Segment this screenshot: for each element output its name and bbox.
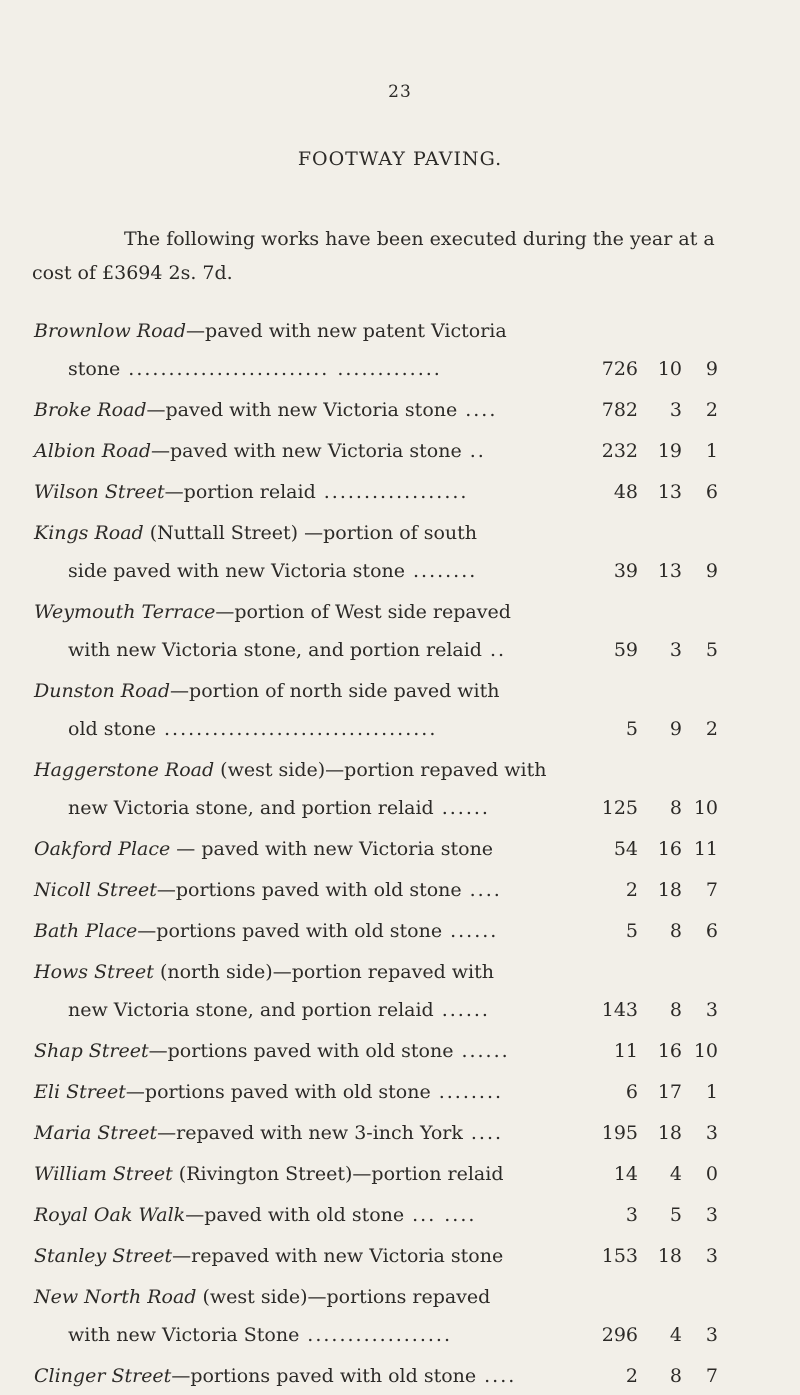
leader-dots: .. <box>489 639 507 661</box>
entry-line <box>0 710 800 748</box>
amount-pounds: 143 <box>601 999 638 1021</box>
amount-shillings: 3 <box>669 639 682 661</box>
amount-pence: 2 <box>705 399 718 421</box>
works-entry <box>0 312 800 388</box>
leader-dots: ... .... <box>412 1204 477 1226</box>
amount-pence: 6 <box>705 481 718 503</box>
amount-shillings: 16 <box>657 838 682 860</box>
intro-paragraph: The following works have been executed during the year at a cost of £3694 2s. 7d. <box>32 228 715 284</box>
amount-shillings: 8 <box>669 1365 682 1387</box>
entry-text <box>34 830 493 868</box>
entry-line <box>0 350 800 388</box>
work-description: —paved with new Victoria stone <box>146 399 458 421</box>
work-description: —portion of West side repaved <box>215 601 511 623</box>
entry-line <box>0 1155 800 1193</box>
works-entry <box>0 514 800 590</box>
entry-line <box>0 312 800 350</box>
amount-shillings: 8 <box>669 999 682 1021</box>
entry-line <box>0 514 800 552</box>
work-description: (west side)—portions repaved <box>196 1286 491 1308</box>
entry-text <box>34 514 477 552</box>
entry-line <box>0 991 800 1029</box>
work-description: —portions paved with old stone <box>137 920 443 942</box>
amount-pence: 3 <box>705 1204 718 1226</box>
place-name: Maria Street <box>34 1122 158 1144</box>
leader-dots: ...... <box>450 920 499 942</box>
leader-dots: .................. <box>323 481 469 503</box>
amount-shillings: 8 <box>669 920 682 942</box>
amount-pounds: 54 <box>613 838 638 860</box>
amount-pence: 7 <box>705 879 718 901</box>
amount-pence: 1 <box>705 1081 718 1103</box>
work-description: —portions paved with old stone <box>171 1365 477 1387</box>
amount-shillings: 18 <box>657 1245 682 1267</box>
place-name: Dunston Road <box>34 680 171 702</box>
entry-line <box>0 1196 800 1234</box>
work-description-cont: new Victoria stone, and portion relaid <box>68 999 434 1021</box>
amount-pounds: 59 <box>613 639 638 661</box>
leader-dots: ...... <box>441 999 490 1021</box>
amount-pence: 9 <box>705 358 718 380</box>
works-entry <box>0 953 800 1029</box>
leader-dots: .... <box>465 399 498 421</box>
entry-text <box>34 432 462 470</box>
work-description: —portion relaid <box>164 481 316 503</box>
entry-line <box>0 751 800 789</box>
amount-pence: 11 <box>693 838 718 860</box>
place-name: Clinger Street <box>34 1365 172 1387</box>
amount-shillings: 4 <box>669 1324 682 1346</box>
place-name: Broke Road <box>34 399 147 421</box>
amount-pence: 3 <box>705 1324 718 1346</box>
amount-pence: 10 <box>693 1040 718 1062</box>
amount-shillings: 3 <box>669 399 682 421</box>
works-entry <box>0 871 800 909</box>
amount-pounds: 48 <box>613 481 638 503</box>
entry-text <box>34 912 442 950</box>
amount-pounds: 5 <box>625 920 638 942</box>
amount-pence: 10 <box>693 797 718 819</box>
works-entry <box>0 1278 800 1354</box>
entry-line <box>0 1073 800 1111</box>
entry-text <box>34 672 500 710</box>
entry-line <box>0 473 800 511</box>
amount-pence: 3 <box>705 1245 718 1267</box>
leader-dots: .. <box>469 440 486 462</box>
place-name: New North Road <box>34 1286 197 1308</box>
place-name: Haggerstone Road <box>34 759 215 781</box>
work-description: —paved with new patent Victoria <box>186 320 507 342</box>
amount-shillings: 19 <box>657 440 682 462</box>
page-title: FOOTWAY PAVING. <box>297 148 503 170</box>
work-description: — paved with new Victoria stone <box>170 838 494 860</box>
work-description: (Rivington Street)—portion relaid <box>172 1163 504 1185</box>
leader-dots: .... <box>470 1122 504 1144</box>
entry-line <box>0 1237 800 1275</box>
amount-pence: 2 <box>705 718 718 740</box>
amount-pence: 3 <box>705 1122 718 1144</box>
amount-pounds: 39 <box>613 560 638 582</box>
amount-pounds: 296 <box>601 1324 638 1346</box>
entry-text <box>34 1032 453 1070</box>
place-name: Wilson Street <box>34 481 165 503</box>
works-entry <box>0 1155 800 1193</box>
leader-dots: .... <box>484 1365 517 1387</box>
amount-pounds: 3 <box>625 1204 638 1226</box>
amount-pounds: 2 <box>625 1365 638 1387</box>
amount-pence: 6 <box>705 920 718 942</box>
page-number: 23 <box>388 82 412 102</box>
works-entry <box>0 1073 800 1111</box>
work-description-cont: side paved with new Victoria stone <box>68 560 405 582</box>
work-description: —repaved with new 3-inch York <box>157 1122 463 1144</box>
entry-line <box>0 432 800 470</box>
works-entry <box>0 1114 800 1152</box>
entry-text <box>34 391 457 429</box>
work-description: —portions paved with old stone <box>125 1081 431 1103</box>
work-description-cont: with new Victoria Stone <box>68 1324 300 1346</box>
entry-line <box>0 871 800 909</box>
leader-dots: ......................... ............. <box>128 358 442 380</box>
amount-shillings: 9 <box>669 718 682 740</box>
entry-line <box>0 672 800 710</box>
place-name: Stanley Street <box>34 1245 173 1267</box>
entry-text <box>34 1073 431 1111</box>
work-description: —paved with old stone <box>185 1204 405 1226</box>
entry-line <box>0 391 800 429</box>
entry-text <box>34 1278 490 1316</box>
place-name: Eli Street <box>34 1081 126 1103</box>
entry-text <box>34 871 462 909</box>
works-entry <box>0 473 800 511</box>
entry-line <box>0 593 800 631</box>
entry-line <box>0 953 800 991</box>
place-name: William Street <box>34 1163 173 1185</box>
amount-pence: 1 <box>705 440 718 462</box>
entry-text <box>34 1114 463 1152</box>
entry-line <box>0 631 800 669</box>
works-entry <box>0 1237 800 1275</box>
work-description: —portions paved with old stone <box>148 1040 454 1062</box>
amount-pence: 7 <box>705 1365 718 1387</box>
work-description: —portion of north side paved with <box>170 680 500 702</box>
entry-text <box>34 1196 404 1234</box>
amount-shillings: 18 <box>657 879 682 901</box>
leader-dots: .................. <box>307 1324 453 1346</box>
leader-dots: ...... <box>461 1040 510 1062</box>
amount-pounds: 14 <box>613 1163 638 1185</box>
work-description-cont: stone <box>68 358 121 380</box>
work-description: —repaved with new Victoria stone <box>172 1245 504 1267</box>
amount-shillings: 18 <box>657 1122 682 1144</box>
amount-pence: 0 <box>705 1163 718 1185</box>
place-name: Shap Street <box>34 1040 149 1062</box>
entry-line <box>0 830 800 868</box>
work-description: (Nuttall Street) —portion of south <box>143 522 478 544</box>
place-name: Brownlow Road <box>34 320 187 342</box>
amount-pounds: 2 <box>625 879 638 901</box>
amount-pounds: 6 <box>625 1081 638 1103</box>
amount-shillings: 13 <box>657 481 682 503</box>
amount-pounds: 195 <box>601 1122 638 1144</box>
amount-shillings: 8 <box>669 797 682 819</box>
place-name: Nicoll Street <box>34 879 157 901</box>
leader-dots: ........ <box>438 1081 504 1103</box>
amount-shillings: 16 <box>657 1040 682 1062</box>
work-description: (west side)—portion repaved with <box>214 759 547 781</box>
amount-pounds: 153 <box>601 1245 638 1267</box>
leader-dots: ...... <box>441 797 490 819</box>
entry-text <box>34 473 316 511</box>
work-description: —portions paved with old stone <box>156 879 462 901</box>
amount-pounds: 11 <box>613 1040 638 1062</box>
works-entry <box>0 1196 800 1234</box>
entry-text <box>34 751 547 789</box>
entry-line <box>0 1032 800 1070</box>
amount-pounds: 232 <box>601 440 638 462</box>
work-description: —paved with new Victoria stone <box>151 440 462 462</box>
entry-line <box>0 912 800 950</box>
place-name: Royal Oak Walk <box>34 1204 186 1226</box>
works-entry <box>0 751 800 827</box>
entry-line <box>0 1114 800 1152</box>
entry-line <box>0 1357 800 1395</box>
amount-shillings: 10 <box>657 358 682 380</box>
work-description-cont: with new Victoria stone, and portion relaid <box>68 639 482 661</box>
works-entry <box>0 391 800 429</box>
work-description: (north side)—portion repaved with <box>153 961 495 983</box>
works-entry <box>0 912 800 950</box>
place-name: Bath Place <box>34 920 138 942</box>
amount-pounds: 782 <box>601 399 638 421</box>
place-name: Weymouth Terrace <box>34 601 216 623</box>
work-description-cont: old stone <box>68 718 157 740</box>
amount-shillings: 17 <box>657 1081 682 1103</box>
works-entry <box>0 672 800 748</box>
place-name: Albion Road <box>34 440 151 462</box>
works-entry <box>0 432 800 470</box>
works-entry <box>0 830 800 868</box>
amount-pounds: 726 <box>601 358 638 380</box>
place-name: Oakford Place <box>34 838 171 860</box>
leader-dots: .... <box>469 879 502 901</box>
entry-text <box>34 312 507 350</box>
place-name: Kings Road <box>34 522 144 544</box>
amount-shillings: 13 <box>657 560 682 582</box>
entry-line <box>0 789 800 827</box>
leader-dots: ........ <box>412 560 478 582</box>
leader-dots: .................................. <box>164 718 438 740</box>
works-entry <box>0 593 800 669</box>
works-entry <box>0 1357 800 1395</box>
entry-line <box>0 552 800 590</box>
work-description-cont: new Victoria stone, and portion relaid <box>68 797 434 819</box>
amount-shillings: 4 <box>669 1163 682 1185</box>
entry-text <box>34 1237 503 1275</box>
amount-pence: 3 <box>705 999 718 1021</box>
amount-pounds: 5 <box>625 718 638 740</box>
amount-pence: 5 <box>705 639 718 661</box>
amount-shillings: 5 <box>669 1204 682 1226</box>
entry-text <box>34 1357 476 1395</box>
entry-text <box>34 1155 504 1193</box>
entry-text <box>34 953 494 991</box>
works-entry <box>0 1032 800 1070</box>
entry-line <box>0 1316 800 1354</box>
amount-pence: 9 <box>705 560 718 582</box>
place-name: Hows Street <box>34 961 154 983</box>
entry-text <box>34 593 511 631</box>
entry-line <box>0 1278 800 1316</box>
amount-pounds: 125 <box>601 797 638 819</box>
